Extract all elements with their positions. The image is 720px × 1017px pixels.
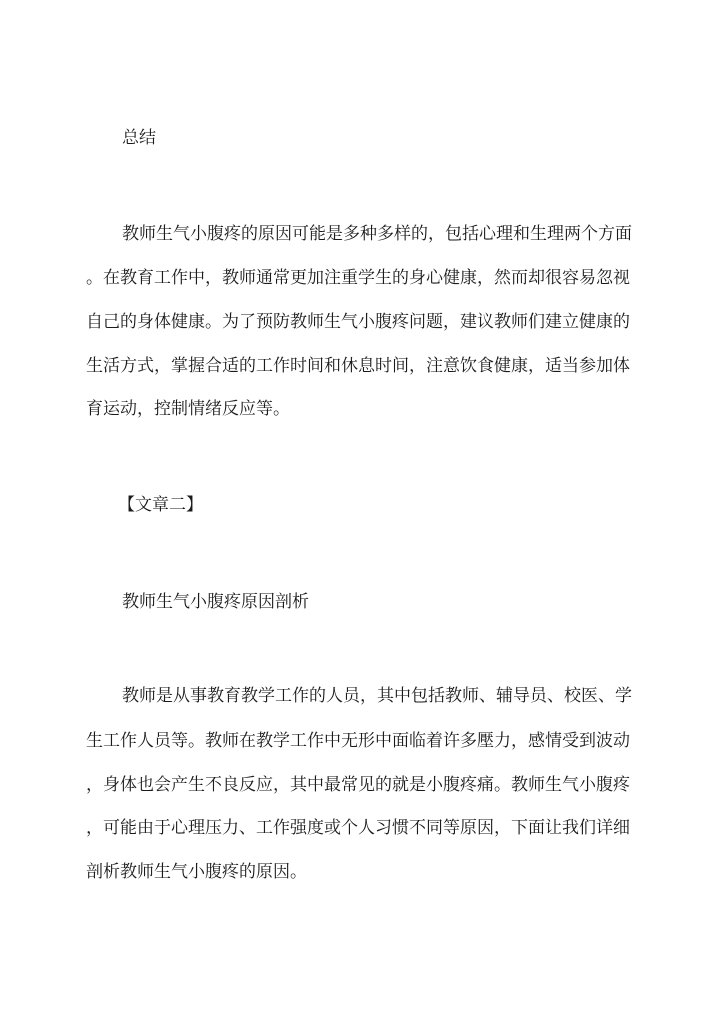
paragraph-line: 教师是从事教育教学工作的人员，其中包括教师、辅导员、校医、学	[122, 686, 632, 706]
summary-heading: 总结	[122, 128, 156, 148]
paragraph-line: 生工作人员等。教师在教学工作中无形中面临着许多壓力，感情受到波动	[86, 731, 630, 751]
paragraph-line: 生活方式，掌握合适的工作时间和休息时间，注意饮食健康，适当参加体	[86, 356, 630, 376]
paragraph-line: ，身体也会产生不良反应，其中最常见的就是小腹疼痛。教师生气小腹疼	[86, 775, 630, 795]
paragraph-line: 教师生气小腹疼的原因可能是多种多样的，包括心理和生理两个方面	[122, 224, 632, 244]
article-title: 教师生气小腹疼原因剖析	[122, 592, 309, 612]
paragraph-line: 自己的身体健康。为了预防教师生气小腹疼问题，建议教师们建立健康的	[86, 312, 630, 332]
paragraph-line: 育运动，控制情绪反应等。	[86, 399, 290, 419]
article-two-label: 【文章二】	[118, 495, 203, 515]
paragraph-line: 。在教育工作中，教师通常更加注重学生的身心健康，然而却很容易忽视	[86, 268, 630, 288]
paragraph-line: 剖析教师生气小腹疼的原因。	[86, 862, 307, 882]
paragraph-line: ，可能由于心理压力、工作强度或个人习惯不同等原因，下面让我们详细	[86, 818, 630, 838]
